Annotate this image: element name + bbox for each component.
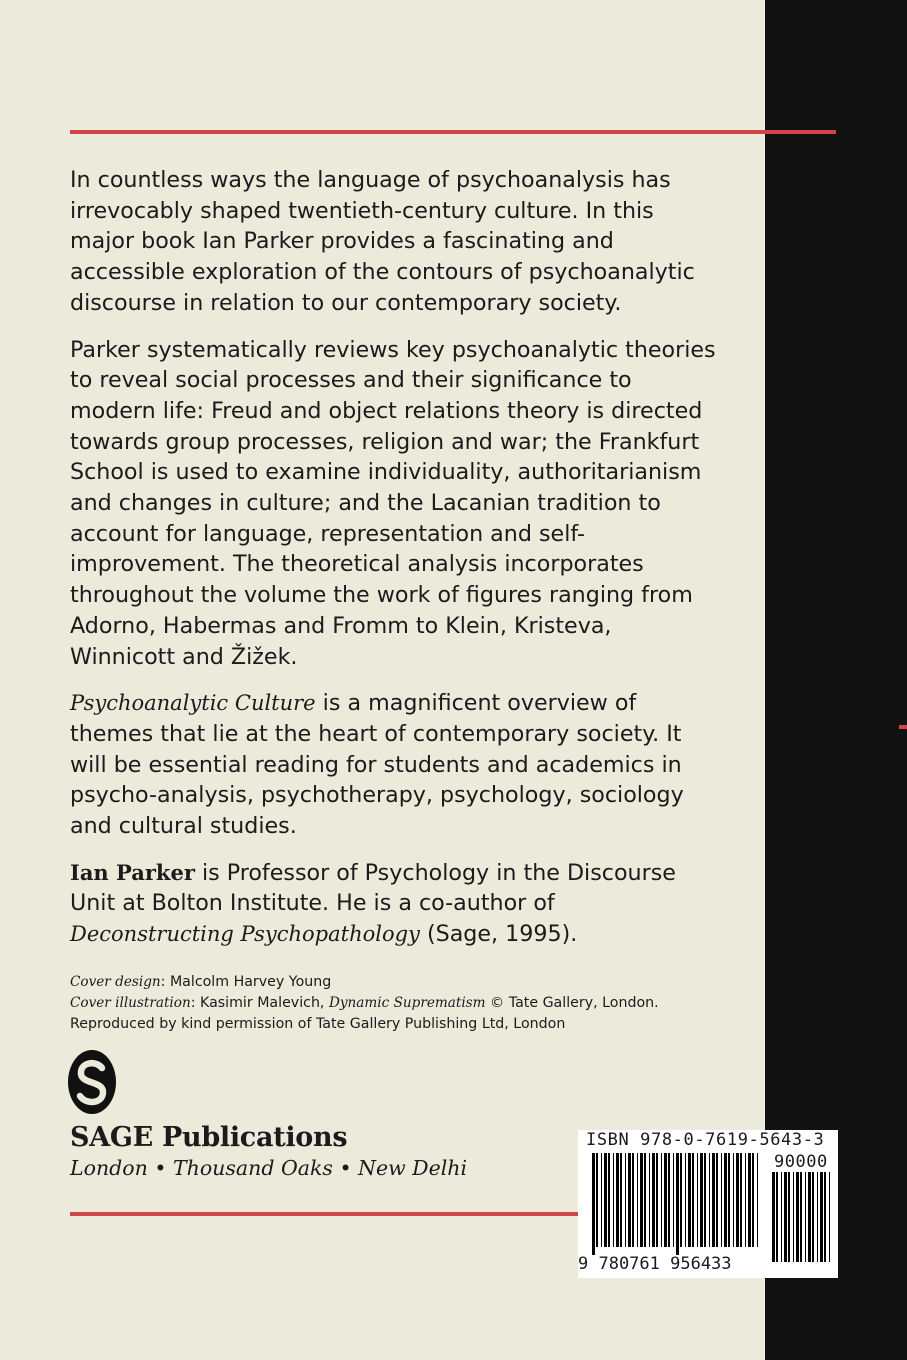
publisher-cities: London • Thousand Oaks • New Delhi — [70, 1156, 468, 1180]
publisher-name: SAGE Publications — [70, 1122, 348, 1153]
ean-digits: 9 780761 956433 — [578, 1254, 732, 1274]
barcode-bar — [640, 1153, 643, 1247]
barcode-bar — [608, 1153, 610, 1247]
barcode-bar — [661, 1153, 662, 1247]
barcode-bar — [728, 1153, 730, 1247]
barcode-bar — [697, 1153, 698, 1247]
author-bio-text: is Professor of Psychology in the Discourse Unit at Bolton Institute. He is a co-author of — [70, 859, 676, 917]
cover-illustration-label: Cover illustration — [70, 995, 191, 1011]
barcode-bar — [620, 1153, 622, 1247]
barcode-bar — [613, 1153, 614, 1247]
barcode-bar — [685, 1153, 686, 1247]
barcode-bar — [796, 1172, 799, 1262]
barcode-bar — [625, 1153, 626, 1247]
barcode-bar — [793, 1172, 794, 1262]
barcode-bar — [724, 1153, 727, 1247]
barcode-bar — [808, 1172, 811, 1262]
barcode-bar — [733, 1153, 734, 1247]
barcode-bar — [800, 1172, 802, 1262]
cover-design-credit — [70, 972, 750, 993]
barcode-bar — [817, 1172, 818, 1262]
barcode-bar — [649, 1153, 650, 1247]
barcode-bar — [688, 1153, 691, 1247]
barcode-bar — [772, 1172, 775, 1262]
barcode-bar — [788, 1172, 790, 1262]
barcode-bar — [709, 1153, 710, 1247]
barcode-bar — [644, 1153, 646, 1247]
cover-illustration-work: Dynamic Suprematism — [328, 995, 486, 1011]
ean-barcode-bars — [592, 1153, 762, 1255]
barcode-bar — [776, 1172, 778, 1262]
cover-illustration-artist: : Kasimir Malevich, — [190, 995, 329, 1011]
barcode-bar — [676, 1153, 679, 1255]
barcode-bar — [752, 1153, 754, 1247]
bottom-accent-rule — [70, 1212, 580, 1216]
barcode-bar — [805, 1172, 806, 1262]
author-bio-end: (Sage, 1995). — [419, 921, 578, 948]
cover-credits — [70, 972, 750, 1035]
supplement-barcode-bars — [772, 1172, 830, 1270]
spine-accent-mark — [899, 725, 907, 729]
barcode-bar — [712, 1153, 715, 1247]
barcode-bar — [656, 1153, 658, 1247]
cover-illustration-copyright: © Tate Gallery, London. — [485, 995, 659, 1011]
barcode-bar — [596, 1153, 598, 1247]
barcode-bar — [700, 1153, 703, 1247]
barcode-bar — [745, 1153, 746, 1247]
barcode-bar — [632, 1153, 634, 1247]
cover-design-value: : Malcolm Harvey Young — [160, 974, 332, 990]
book-title: Psychoanalytic Culture — [70, 691, 316, 716]
blurb-paragraph-1: In countless ways the language of psychoanalysis has irrevocably shaped twentieth-century culture. In this major book Ian Parker provides a fascinating and accessible exploration of the contours of psychoanalytic discourse in relation to our contemporary society. — [70, 167, 695, 316]
sage-s-logo-icon — [66, 1048, 118, 1116]
barcode-bar — [592, 1153, 595, 1255]
author-bio — [70, 858, 720, 950]
barcode-bar — [736, 1153, 739, 1247]
isbn-number: ISBN 978-0-7619-5643-3 — [586, 1130, 825, 1150]
barcode-bar — [829, 1172, 830, 1262]
barcode-bar — [668, 1153, 670, 1247]
barcode-bar — [716, 1153, 718, 1247]
barcode-bar — [721, 1153, 722, 1247]
barcode-bar — [740, 1153, 742, 1247]
cover-illustration-credit — [70, 993, 750, 1014]
barcode-bar — [673, 1153, 674, 1247]
author-name: Ian Parker — [70, 859, 195, 885]
permission-credit: Reproduced by kind permission of Tate Gallery Publishing Ltd, London — [70, 1016, 566, 1032]
price-supplement-digits: 90000 — [774, 1152, 828, 1172]
barcode-bar — [664, 1153, 667, 1247]
barcode-bar — [652, 1153, 655, 1247]
isbn-barcode — [578, 1130, 838, 1278]
barcode-bar — [680, 1153, 682, 1247]
barcode-bar — [781, 1172, 782, 1262]
blurb-paragraph-2: Parker systematically reviews key psychoanalytic theories to reveal social processes and their significance to modern life: Freud and object relations theory is directed towards group processes, religion and war; the Frankfurt School is used to examine individuality, authoritarianism and changes in culture; and the Lacanian tradition to account for language, representation and self-improvement. The theoretical analysis incorporates throughout the volume the work of figures ranging from Adorno, Habermas and Fromm to Klein, Kristeva, Winnicott and Žižek. — [70, 336, 716, 670]
barcode-bar — [784, 1172, 787, 1262]
blurb-paragraph-3 — [70, 688, 720, 842]
barcode-bar — [812, 1172, 814, 1262]
blurb-paragraph-3-text: is a magnificent overview of themes that lie at the heart of contemporary society. It will be essential reading for students and academics in psycho-analysis, psychotherapy, psychology, sociology and cultural studies. — [70, 690, 684, 840]
barcode-bar — [616, 1153, 619, 1247]
barcode-bar — [601, 1153, 602, 1247]
barcode-bar — [704, 1153, 706, 1247]
barcode-bar — [757, 1153, 758, 1247]
barcode-bar — [628, 1153, 631, 1247]
barcode-bar — [637, 1153, 638, 1247]
blurb — [70, 165, 720, 966]
barcode-bar — [604, 1153, 607, 1247]
top-accent-rule — [70, 130, 836, 134]
barcode-bar — [824, 1172, 826, 1262]
barcode-bar — [820, 1172, 823, 1262]
barcode-bar — [692, 1153, 694, 1247]
cover-design-label: Cover design — [70, 974, 161, 990]
barcode-bar — [748, 1153, 751, 1247]
coauthored-book-title: Deconstructing Psychopathology — [70, 922, 420, 947]
